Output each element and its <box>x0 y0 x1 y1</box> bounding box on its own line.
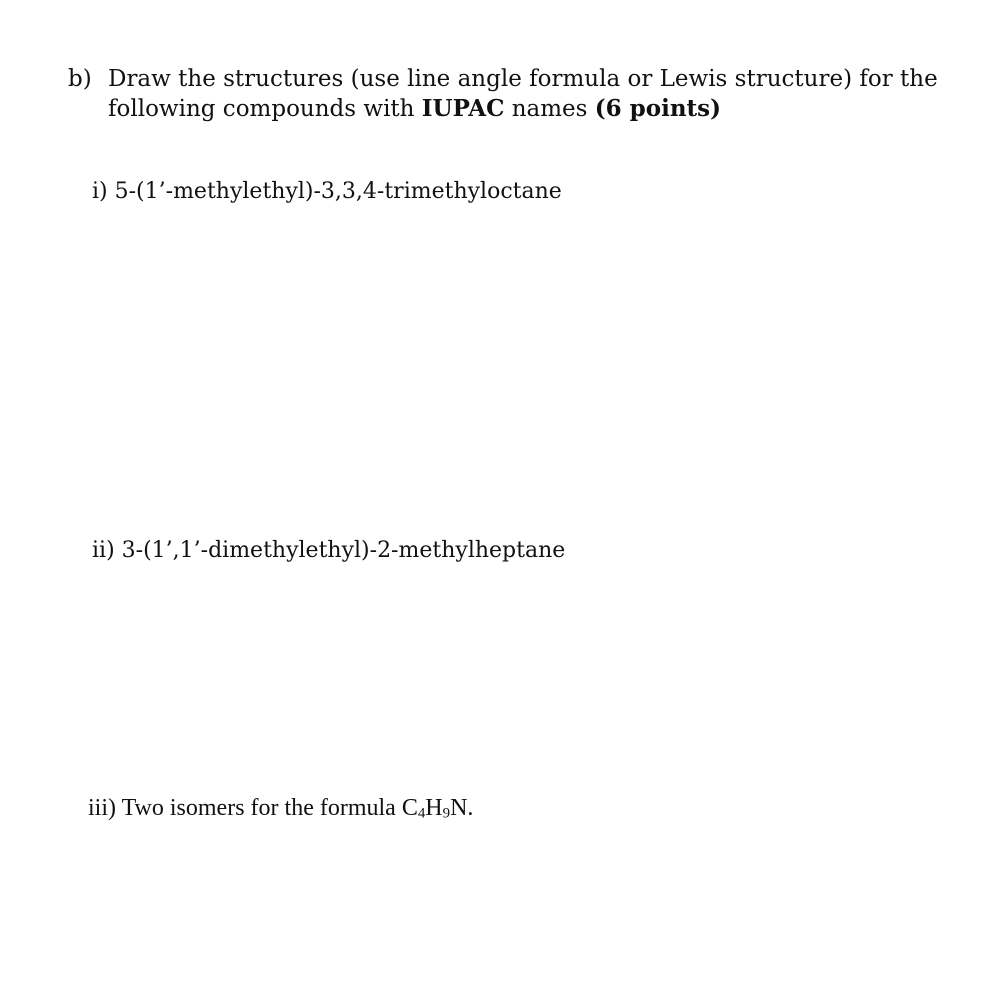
question-text-part2: names <box>504 96 595 122</box>
sub-question-i <box>92 178 562 206</box>
formula-c-subscript: 4 <box>417 805 426 822</box>
formula-c: C <box>401 795 418 821</box>
question-text-part1: Draw the structures (use line angle formula or Lewis structure) for the following compounds with <box>108 66 938 122</box>
sub-question-i-label: i) <box>92 179 115 204</box>
formula-h: H <box>425 795 443 821</box>
question-text-iupac: IUPAC <box>421 95 505 122</box>
question-text <box>108 64 948 124</box>
formula-h-subscript: 9 <box>442 805 451 822</box>
question-b <box>68 64 948 124</box>
sub-question-ii-text: 3-(1’,1’-dimethylethyl)-2-methylheptane <box>121 538 566 563</box>
formula-period: . <box>467 795 474 821</box>
sub-question-ii <box>92 537 565 565</box>
molecular-formula <box>402 795 474 821</box>
sub-question-iii-text: Two isomers for the formula <box>121 795 402 821</box>
question-points: (6 points) <box>594 95 721 122</box>
question-label: b) <box>68 66 92 92</box>
sub-question-iii <box>88 794 473 828</box>
sub-question-i-text: 5-(1’-methylethyl)-3,3,4-trimethyloctane <box>114 179 562 204</box>
sub-question-ii-label: ii) <box>92 538 122 563</box>
sub-question-iii-label: iii) <box>88 795 122 821</box>
formula-n: N <box>450 795 468 821</box>
question-header <box>68 64 948 124</box>
